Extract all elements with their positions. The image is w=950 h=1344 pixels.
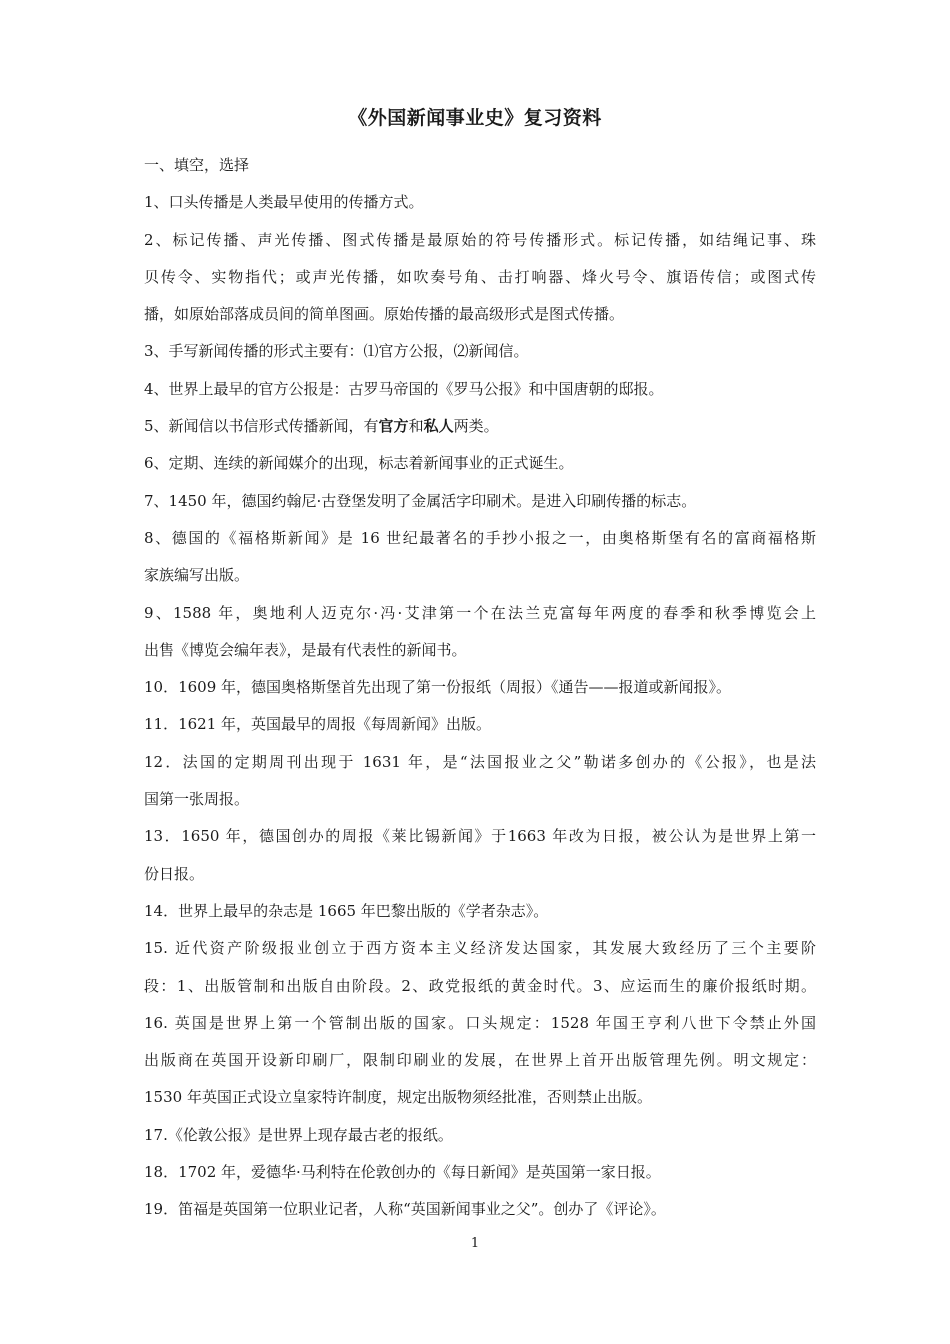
text-line: 3、手写新闻传播的形式主要有：⑴官方公报，⑵新闻信。 [144, 342, 529, 361]
page-number: 1 [470, 1236, 480, 1251]
text-line: 份日报。 [144, 864, 205, 883]
document-body [144, 147, 816, 1229]
text-line: 17.《伦敦公报》是世界上现存最古老的报纸。 [144, 1125, 453, 1144]
text-line: 14．世界上最早的杂志是 1665 年巴黎出版的《学者杂志》。 [144, 901, 549, 920]
text-line: 4、世界上最早的官方公报是：古罗马帝国的《罗马公报》和中国唐朝的邸报。 [144, 379, 664, 398]
text-line: 9、1588 年，奥地利人迈克尔·冯·艾津第一个在法兰克富每年两度的春季和秋季博览会上 [144, 603, 816, 622]
text-line: 出版商在英国开设新印刷厂，限制印刷业的发展，在世界上首开出版管理先例。明文规定： [144, 1051, 816, 1070]
text-line: 13．1650 年，德国创办的周报《莱比锡新闻》于1663 年改为日报，被公认为是世界上第一 [144, 827, 816, 846]
text-line: 出售《博览会编年表》，是最有代表性的新闻书。 [144, 640, 467, 659]
text-line: 16. 英国是世界上第一个管制出版的国家。口头规定：1528 年国王亨利八世下令禁止外国 [144, 1013, 816, 1032]
text-line: 10．1609 年，德国奥格斯堡首先出现了第一份报纸（周报）《通告——报道或新闻报》。 [144, 678, 732, 697]
text-line [144, 408, 816, 445]
text-line: 8、德国的《福格斯新闻》是 16 世纪最著名的手抄小报之一，由奥格斯堡有名的富商福格斯 [144, 528, 816, 547]
text-line: 家族编写出版。 [144, 566, 250, 585]
text-line: 一、填空，选择 [144, 156, 250, 174]
text-line: 12．法国的定期周刊出现于 1631 年，是“法国报业之父”勒诺多创办的《公报》，也是法 [144, 752, 816, 771]
text-line: 18．1702 年，爱德华·马利特在伦敦创办的《每日新闻》是英国第一家日报。 [144, 1163, 661, 1182]
text-line: 7、1450 年，德国约翰尼·古登堡发明了金属活字印刷术。是进入印刷传播的标志。 [144, 491, 697, 510]
text-span: 两类。 [453, 417, 499, 436]
bold-text: 私人 [423, 417, 454, 436]
text-line: 1530 年英国正式设立皇家特许制度，规定出版物须经批准，否则禁止出版。 [144, 1088, 652, 1107]
document-title: 《外国新闻事业史》复习资料 [348, 107, 602, 129]
text-line: 段：1、出版管制和出版自由阶段。2、政党报纸的黄金时代。3、应运而生的廉价报纸时期。 [144, 976, 816, 995]
text-line: 11．1621 年，英国最早的周报《每周新闻》出版。 [144, 715, 492, 734]
text-line: 19．笛福是英国第一位职业记者，人称“英国新闻事业之父”。创办了《评论》。 [144, 1200, 666, 1219]
text-span: 和 [408, 417, 424, 436]
text-line: 6、定期、连续的新闻媒介的出现，标志着新闻事业的正式诞生。 [144, 454, 574, 473]
text-line: 播，如原始部落成员间的简单图画。原始传播的最高级形式是图式传播。 [144, 305, 625, 324]
text-line: 2、标记传播、声光传播、图式传播是最原始的符号传播形式。标记传播，如结绳记事、珠 [144, 230, 816, 249]
bold-text: 官方 [378, 417, 409, 436]
text-line: 国第一张周报。 [144, 790, 250, 809]
text-line: 15. 近代资产阶级报业创立于西方资本主义经济发达国家，其发展大致经历了三个主要阶 [144, 939, 816, 958]
text-line: 1、口头传播是人类最早使用的传播方式。 [144, 193, 424, 212]
text-line: 贝传令、实物指代；或声光传播，如吹奏号角、击打响器、烽火号令、旗语传信；或图式传 [144, 267, 816, 286]
text-span: 5、新闻信以书信形式传播新闻，有 [144, 417, 379, 436]
